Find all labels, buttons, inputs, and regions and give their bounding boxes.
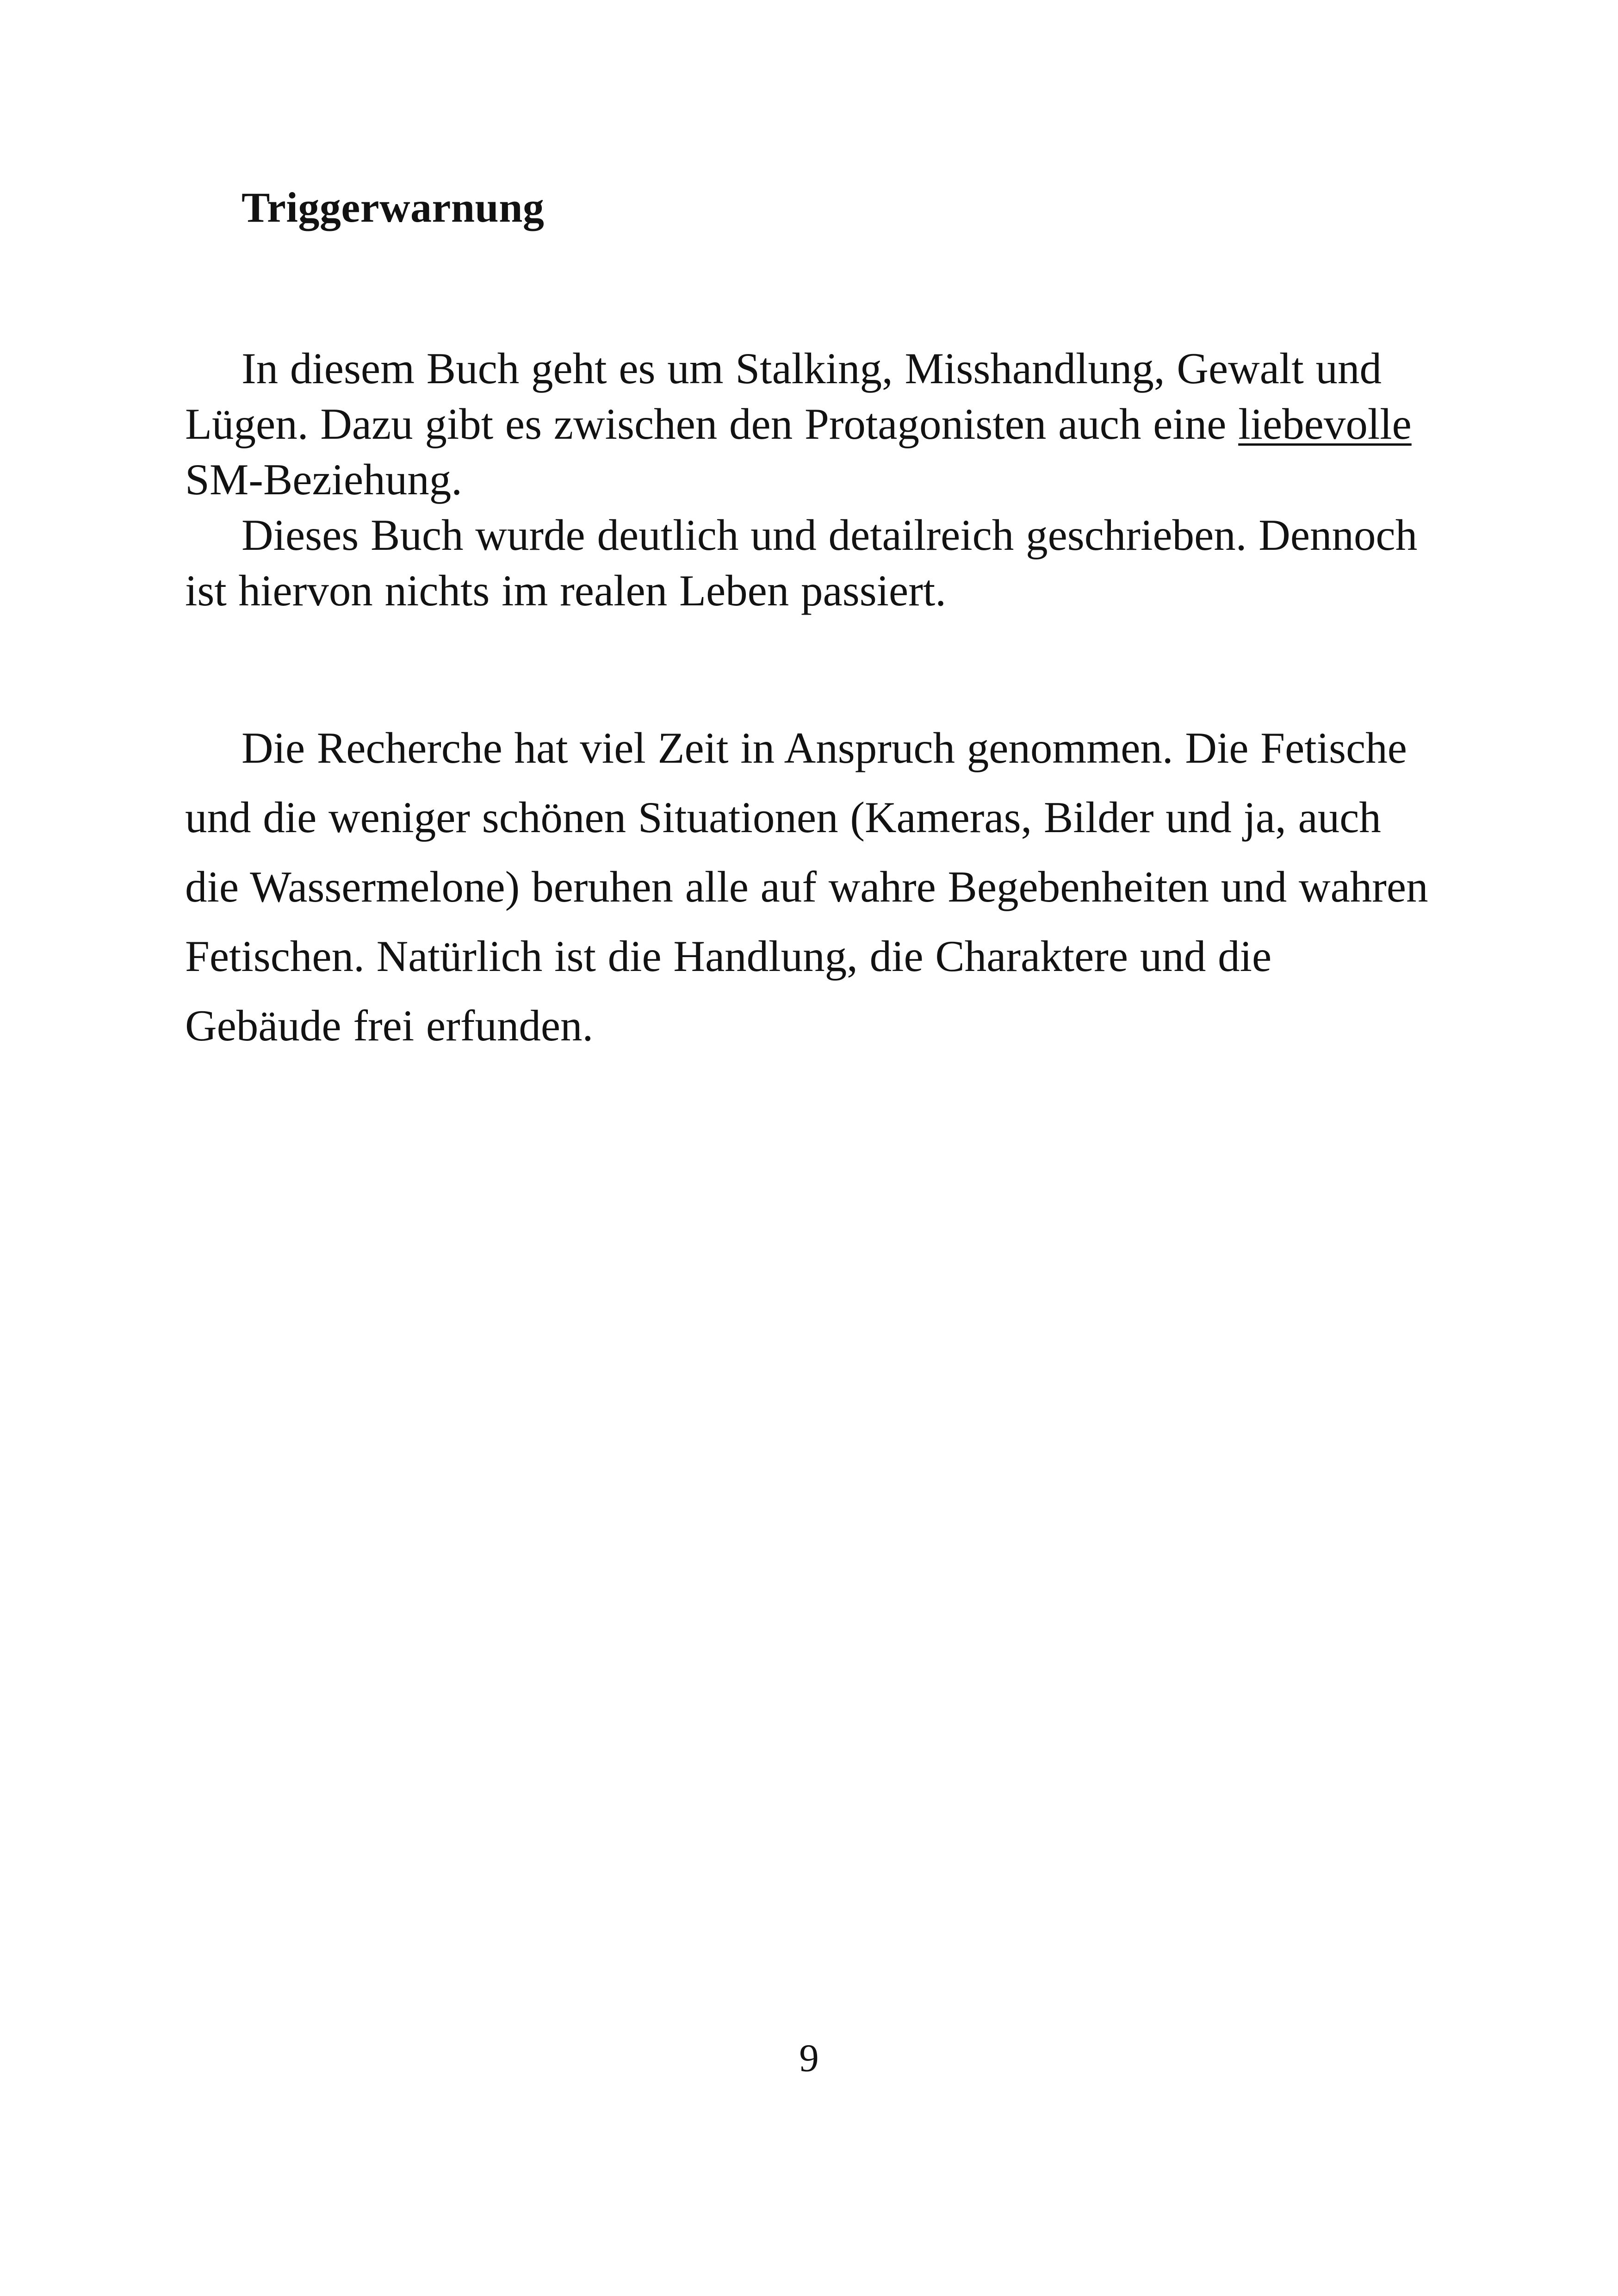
trigger-warning-heading: Triggerwarnung xyxy=(242,184,545,231)
paragraph-research: Die Recherche hat viel Zeit in Anspruch genommen. Die Fetische und die weniger schönen Situationen (Kameras, Bilder und ja, auch die Wassermelone) beruhen alle auf wahre Begebenheiten und wahren Fetischen. Natürlich ist die Handlung, die Charaktere und die Gebäude frei erfunden. xyxy=(185,723,1428,1050)
underlined-word: liebevolle xyxy=(1238,399,1412,448)
paragraph-intro-text-before: In diesem Buch geht es um Stalking, Misshandlung, Gewalt und Lügen. Dazu gibt es zwischen den Protagonisten auch eine xyxy=(185,344,1382,448)
paragraph-intro-text-after: SM-Beziehung. xyxy=(185,455,462,504)
paragraph-intro xyxy=(185,341,1433,507)
page-number: 9 xyxy=(799,2036,819,2080)
paragraph-disclaimer: Dieses Buch wurde deutlich und detailreich geschrieben. Dennoch ist hiervon nichts im realen Leben passiert. xyxy=(185,510,1418,615)
